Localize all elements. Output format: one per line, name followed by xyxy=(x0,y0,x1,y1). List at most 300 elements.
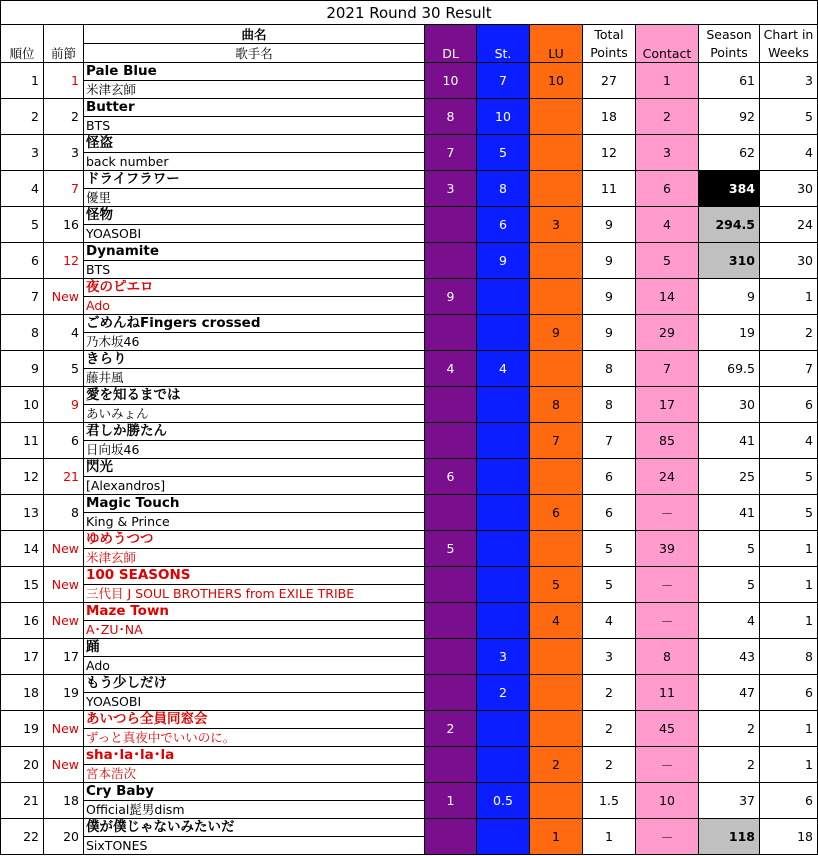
prev-rank-cell: 9 xyxy=(44,387,84,423)
season-points-cell: 41 xyxy=(699,423,760,459)
artist-name: SixTONES xyxy=(86,838,148,853)
contact-cell: 14 xyxy=(636,279,699,315)
weeks-cell: 1 xyxy=(760,279,818,315)
season-points-cell: 5 xyxy=(699,531,760,567)
table-row xyxy=(1,711,818,747)
prev-rank-cell: 20 xyxy=(44,819,84,855)
prev-rank-cell: New xyxy=(44,747,84,783)
lu-cell xyxy=(530,531,583,567)
rank-cell: 7 xyxy=(1,279,44,315)
table-title: 2021 Round 30 Result xyxy=(1,1,818,25)
table-row xyxy=(1,135,818,171)
song-title: Pale Blue xyxy=(84,63,424,81)
st-cell: 2 xyxy=(477,675,530,711)
total-points-cell: 3 xyxy=(583,639,636,675)
table-row xyxy=(1,531,818,567)
artist-name: Ado xyxy=(86,658,110,673)
weeks-cell: 4 xyxy=(760,135,818,171)
season-points-cell: 47 xyxy=(699,675,760,711)
rank-cell: 16 xyxy=(1,603,44,639)
header-song: 曲名 xyxy=(84,25,425,44)
contact-cell: 11 xyxy=(636,675,699,711)
lu-cell xyxy=(530,459,583,495)
artist-name: ずっと真夜中でいいのに。 xyxy=(86,730,236,745)
song-title: ごめんねFingers crossed xyxy=(84,315,424,333)
weeks-cell: 6 xyxy=(760,675,818,711)
song-cell xyxy=(84,603,425,639)
rank-cell: 8 xyxy=(1,315,44,351)
weeks-cell: 8 xyxy=(760,639,818,675)
rank-cell: 12 xyxy=(1,459,44,495)
total-points-cell: 9 xyxy=(583,279,636,315)
song-cell xyxy=(84,711,425,747)
season-points-cell: 5 xyxy=(699,567,760,603)
song-title: Dynamite xyxy=(84,243,424,261)
lu-cell xyxy=(530,783,583,819)
season-points-cell: 294.5 xyxy=(699,207,760,243)
rank-cell: 10 xyxy=(1,387,44,423)
rank-cell: 21 xyxy=(1,783,44,819)
contact-cell: 3 xyxy=(636,135,699,171)
rank-cell: 17 xyxy=(1,639,44,675)
total-points-cell: 1.5 xyxy=(583,783,636,819)
season-points-cell: 4 xyxy=(699,603,760,639)
st-cell xyxy=(477,603,530,639)
st-cell xyxy=(477,711,530,747)
table-row xyxy=(1,459,818,495)
dl-cell: 7 xyxy=(425,135,477,171)
rank-cell: 5 xyxy=(1,207,44,243)
rank-cell: 6 xyxy=(1,243,44,279)
lu-cell: 5 xyxy=(530,567,583,603)
artist-name: back number xyxy=(86,154,169,169)
contact-cell: － xyxy=(636,819,699,855)
table-row xyxy=(1,207,818,243)
dl-cell: 6 xyxy=(425,459,477,495)
artist-name: King & Prince xyxy=(86,514,170,529)
total-points-cell: 9 xyxy=(583,315,636,351)
lu-cell: 1 xyxy=(530,819,583,855)
lu-cell xyxy=(530,351,583,387)
song-cell xyxy=(84,279,425,315)
table-row xyxy=(1,819,818,855)
st-cell: 9 xyxy=(477,243,530,279)
total-points-cell: 9 xyxy=(583,243,636,279)
lu-cell: 2 xyxy=(530,747,583,783)
prev-rank-cell: 4 xyxy=(44,315,84,351)
song-cell xyxy=(84,459,425,495)
table-row xyxy=(1,639,818,675)
st-cell xyxy=(477,531,530,567)
artist-name: 優里 xyxy=(86,190,112,205)
season-points-cell: 69.5 xyxy=(699,351,760,387)
contact-cell: 24 xyxy=(636,459,699,495)
st-cell xyxy=(477,423,530,459)
table-row xyxy=(1,747,818,783)
contact-cell: 39 xyxy=(636,531,699,567)
song-cell xyxy=(84,207,425,243)
lu-cell: 6 xyxy=(530,495,583,531)
lu-cell xyxy=(530,639,583,675)
st-cell: 3 xyxy=(477,639,530,675)
table-row xyxy=(1,171,818,207)
st-cell: 5 xyxy=(477,135,530,171)
artist-name: 宮本浩次 xyxy=(86,766,137,781)
dl-cell: 8 xyxy=(425,99,477,135)
song-cell xyxy=(84,675,425,711)
season-points-cell: 61 xyxy=(699,63,760,99)
header-st: St. xyxy=(477,25,530,63)
total-points-cell: 2 xyxy=(583,675,636,711)
total-points-cell: 12 xyxy=(583,135,636,171)
artist-name: 米津玄師 xyxy=(86,82,137,97)
artist-name: BTS xyxy=(86,262,111,277)
song-cell xyxy=(84,783,425,819)
st-cell xyxy=(477,819,530,855)
total-points-cell: 2 xyxy=(583,747,636,783)
prev-rank-cell: New xyxy=(44,603,84,639)
contact-cell: 5 xyxy=(636,243,699,279)
st-cell xyxy=(477,459,530,495)
prev-rank-cell: 2 xyxy=(44,99,84,135)
rank-cell: 13 xyxy=(1,495,44,531)
song-title: 怪物 xyxy=(84,207,424,225)
prev-rank-cell: 8 xyxy=(44,495,84,531)
season-points-cell: 384 xyxy=(699,171,760,207)
table-row xyxy=(1,783,818,819)
weeks-cell: 5 xyxy=(760,495,818,531)
song-title: ゆめうつつ xyxy=(84,531,424,549)
artist-name: Ado xyxy=(86,298,110,313)
header-rank: 順位 xyxy=(1,25,44,63)
table-row xyxy=(1,315,818,351)
table-row xyxy=(1,567,818,603)
artist-name: あいみょん xyxy=(86,406,149,421)
season-points-cell: 2 xyxy=(699,747,760,783)
song-cell xyxy=(84,135,425,171)
lu-cell: 8 xyxy=(530,387,583,423)
prev-rank-cell: 16 xyxy=(44,207,84,243)
weeks-cell: 4 xyxy=(760,423,818,459)
weeks-cell: 1 xyxy=(760,603,818,639)
song-title: きらり xyxy=(84,351,424,369)
total-points-cell: 5 xyxy=(583,531,636,567)
artist-name: 乃木坂46 xyxy=(86,334,140,349)
contact-cell: － xyxy=(636,747,699,783)
prev-rank-cell: 7 xyxy=(44,171,84,207)
dl-cell: 5 xyxy=(425,531,477,567)
rank-cell: 19 xyxy=(1,711,44,747)
prev-rank-cell: 1 xyxy=(44,63,84,99)
weeks-cell: 1 xyxy=(760,711,818,747)
st-cell: 8 xyxy=(477,171,530,207)
rank-cell: 11 xyxy=(1,423,44,459)
song-cell xyxy=(84,567,425,603)
table-row xyxy=(1,351,818,387)
dl-cell xyxy=(425,675,477,711)
song-cell xyxy=(84,495,425,531)
song-title: 愛を知るまでは xyxy=(84,387,424,405)
song-title: Cry Baby xyxy=(84,783,424,801)
prev-rank-cell: New xyxy=(44,711,84,747)
dl-cell xyxy=(425,387,477,423)
total-points-cell: 9 xyxy=(583,207,636,243)
weeks-cell: 30 xyxy=(760,243,818,279)
rank-cell: 2 xyxy=(1,99,44,135)
song-cell xyxy=(84,351,425,387)
artist-name: 藤井風 xyxy=(86,370,124,385)
song-cell xyxy=(84,243,425,279)
song-cell xyxy=(84,639,425,675)
dl-cell xyxy=(425,423,477,459)
artist-name: A･ZU･NA xyxy=(86,622,143,637)
contact-cell: 2 xyxy=(636,99,699,135)
prev-rank-cell: 19 xyxy=(44,675,84,711)
contact-cell: 7 xyxy=(636,351,699,387)
rank-cell: 20 xyxy=(1,747,44,783)
song-title: 100 SEASONS xyxy=(84,567,424,585)
lu-cell xyxy=(530,243,583,279)
song-title: Maze Town xyxy=(84,603,424,621)
song-title: あいつら全員同窓会 xyxy=(84,711,424,729)
contact-cell: 1 xyxy=(636,63,699,99)
weeks-cell: 6 xyxy=(760,783,818,819)
contact-cell: 4 xyxy=(636,207,699,243)
artist-name: Official髭男dism xyxy=(86,802,185,817)
weeks-cell: 1 xyxy=(760,747,818,783)
lu-cell xyxy=(530,135,583,171)
lu-cell xyxy=(530,279,583,315)
header-artist: 歌手名 xyxy=(84,44,425,63)
total-points-cell: 18 xyxy=(583,99,636,135)
song-cell xyxy=(84,63,425,99)
lu-cell xyxy=(530,675,583,711)
header-season-2: Points xyxy=(699,44,760,63)
table-row xyxy=(1,603,818,639)
song-title: 僕が僕じゃないみたいだ xyxy=(84,819,424,837)
prev-rank-cell: 5 xyxy=(44,351,84,387)
dl-cell xyxy=(425,567,477,603)
contact-cell: 45 xyxy=(636,711,699,747)
dl-cell: 3 xyxy=(425,171,477,207)
weeks-cell: 18 xyxy=(760,819,818,855)
lu-cell: 10 xyxy=(530,63,583,99)
song-cell xyxy=(84,387,425,423)
season-points-cell: 62 xyxy=(699,135,760,171)
lu-cell xyxy=(530,171,583,207)
prev-rank-cell: New xyxy=(44,531,84,567)
table-row xyxy=(1,675,818,711)
dl-cell xyxy=(425,603,477,639)
dl-cell: 4 xyxy=(425,351,477,387)
lu-cell: 3 xyxy=(530,207,583,243)
song-cell xyxy=(84,531,425,567)
rank-cell: 1 xyxy=(1,63,44,99)
season-points-cell: 25 xyxy=(699,459,760,495)
weeks-cell: 2 xyxy=(760,315,818,351)
header-weeks-1: Chart in xyxy=(760,25,818,44)
total-points-cell: 11 xyxy=(583,171,636,207)
artist-name: YOASOBI xyxy=(86,694,142,709)
contact-cell: 10 xyxy=(636,783,699,819)
contact-cell: 17 xyxy=(636,387,699,423)
contact-cell: 85 xyxy=(636,423,699,459)
st-cell: 4 xyxy=(477,351,530,387)
song-title: Magic Touch xyxy=(84,495,424,513)
dl-cell xyxy=(425,243,477,279)
weeks-cell: 5 xyxy=(760,459,818,495)
contact-cell: 8 xyxy=(636,639,699,675)
song-title: 君しか勝たん xyxy=(84,423,424,441)
total-points-cell: 8 xyxy=(583,387,636,423)
song-title: 夜のピエロ xyxy=(84,279,424,297)
st-cell: 0.5 xyxy=(477,783,530,819)
total-points-cell: 6 xyxy=(583,459,636,495)
song-cell xyxy=(84,747,425,783)
song-title: もう少しだけ xyxy=(84,675,424,693)
st-cell xyxy=(477,279,530,315)
prev-rank-cell: 6 xyxy=(44,423,84,459)
artist-name: 米津玄師 xyxy=(86,550,137,565)
prev-rank-cell: 17 xyxy=(44,639,84,675)
total-points-cell: 27 xyxy=(583,63,636,99)
song-title: ドライフラワー xyxy=(84,171,424,189)
header-prev: 前節 xyxy=(44,25,84,63)
artist-name: 日向坂46 xyxy=(86,442,140,457)
contact-cell: 29 xyxy=(636,315,699,351)
dl-cell: 9 xyxy=(425,279,477,315)
song-cell xyxy=(84,315,425,351)
lu-cell xyxy=(530,711,583,747)
header-season-1: Season xyxy=(699,25,760,44)
rank-cell: 18 xyxy=(1,675,44,711)
season-points-cell: 118 xyxy=(699,819,760,855)
total-points-cell: 6 xyxy=(583,495,636,531)
header-weeks-2: Weeks xyxy=(760,44,818,63)
season-points-cell: 92 xyxy=(699,99,760,135)
song-cell xyxy=(84,819,425,855)
lu-cell: 4 xyxy=(530,603,583,639)
header-contact: Contact xyxy=(636,25,699,63)
table-row xyxy=(1,423,818,459)
season-points-cell: 2 xyxy=(699,711,760,747)
song-title: 踊 xyxy=(84,639,424,657)
table-row xyxy=(1,99,818,135)
season-points-cell: 30 xyxy=(699,387,760,423)
dl-cell xyxy=(425,747,477,783)
rank-cell: 15 xyxy=(1,567,44,603)
rank-cell: 9 xyxy=(1,351,44,387)
lu-cell: 7 xyxy=(530,423,583,459)
weeks-cell: 30 xyxy=(760,171,818,207)
weeks-cell: 3 xyxy=(760,63,818,99)
table-row xyxy=(1,387,818,423)
dl-cell xyxy=(425,495,477,531)
season-points-cell: 41 xyxy=(699,495,760,531)
dl-cell xyxy=(425,207,477,243)
header-dl: DL xyxy=(425,25,477,63)
dl-cell: 1 xyxy=(425,783,477,819)
table-row xyxy=(1,243,818,279)
season-points-cell: 9 xyxy=(699,279,760,315)
total-points-cell: 2 xyxy=(583,711,636,747)
weeks-cell: 6 xyxy=(760,387,818,423)
weeks-cell: 1 xyxy=(760,567,818,603)
artist-name: 三代目 J SOUL BROTHERS from EXILE TRIBE xyxy=(86,586,355,601)
song-cell xyxy=(84,171,425,207)
contact-cell: － xyxy=(636,567,699,603)
total-points-cell: 1 xyxy=(583,819,636,855)
lu-cell xyxy=(530,99,583,135)
contact-cell: － xyxy=(636,603,699,639)
st-cell xyxy=(477,747,530,783)
total-points-cell: 8 xyxy=(583,351,636,387)
weeks-cell: 7 xyxy=(760,351,818,387)
contact-cell: － xyxy=(636,495,699,531)
dl-cell: 10 xyxy=(425,63,477,99)
prev-rank-cell: New xyxy=(44,567,84,603)
song-title: sha･la･la･la xyxy=(84,747,424,765)
st-cell: 7 xyxy=(477,63,530,99)
dl-cell xyxy=(425,315,477,351)
prev-rank-cell: 18 xyxy=(44,783,84,819)
song-cell xyxy=(84,423,425,459)
st-cell: 10 xyxy=(477,99,530,135)
dl-cell xyxy=(425,819,477,855)
header-lu: LU xyxy=(530,25,583,63)
weeks-cell: 1 xyxy=(760,531,818,567)
song-title: Butter xyxy=(84,99,424,117)
rank-cell: 22 xyxy=(1,819,44,855)
season-points-cell: 310 xyxy=(699,243,760,279)
contact-cell: 6 xyxy=(636,171,699,207)
table-row xyxy=(1,495,818,531)
table-row xyxy=(1,63,818,99)
prev-rank-cell: 21 xyxy=(44,459,84,495)
prev-rank-cell: 12 xyxy=(44,243,84,279)
weeks-cell: 24 xyxy=(760,207,818,243)
weeks-cell: 5 xyxy=(760,99,818,135)
st-cell xyxy=(477,387,530,423)
header-total-1: Total xyxy=(583,25,636,44)
song-title: 怪盗 xyxy=(84,135,424,153)
dl-cell: 2 xyxy=(425,711,477,747)
song-cell xyxy=(84,99,425,135)
lu-cell: 9 xyxy=(530,315,583,351)
rank-cell: 4 xyxy=(1,171,44,207)
header-total-2: Points xyxy=(583,44,636,63)
season-points-cell: 37 xyxy=(699,783,760,819)
prev-rank-cell: 3 xyxy=(44,135,84,171)
artist-name: [Alexandros] xyxy=(86,478,166,493)
st-cell xyxy=(477,315,530,351)
dl-cell xyxy=(425,639,477,675)
st-cell xyxy=(477,567,530,603)
table-row xyxy=(1,279,818,315)
st-cell xyxy=(477,495,530,531)
artist-name: YOASOBI xyxy=(86,226,142,241)
artist-name: BTS xyxy=(86,118,111,133)
total-points-cell: 7 xyxy=(583,423,636,459)
rank-cell: 14 xyxy=(1,531,44,567)
rank-cell: 3 xyxy=(1,135,44,171)
total-points-cell: 4 xyxy=(583,603,636,639)
song-title: 閃光 xyxy=(84,459,424,477)
season-points-cell: 19 xyxy=(699,315,760,351)
season-points-cell: 43 xyxy=(699,639,760,675)
prev-rank-cell: New xyxy=(44,279,84,315)
total-points-cell: 5 xyxy=(583,567,636,603)
